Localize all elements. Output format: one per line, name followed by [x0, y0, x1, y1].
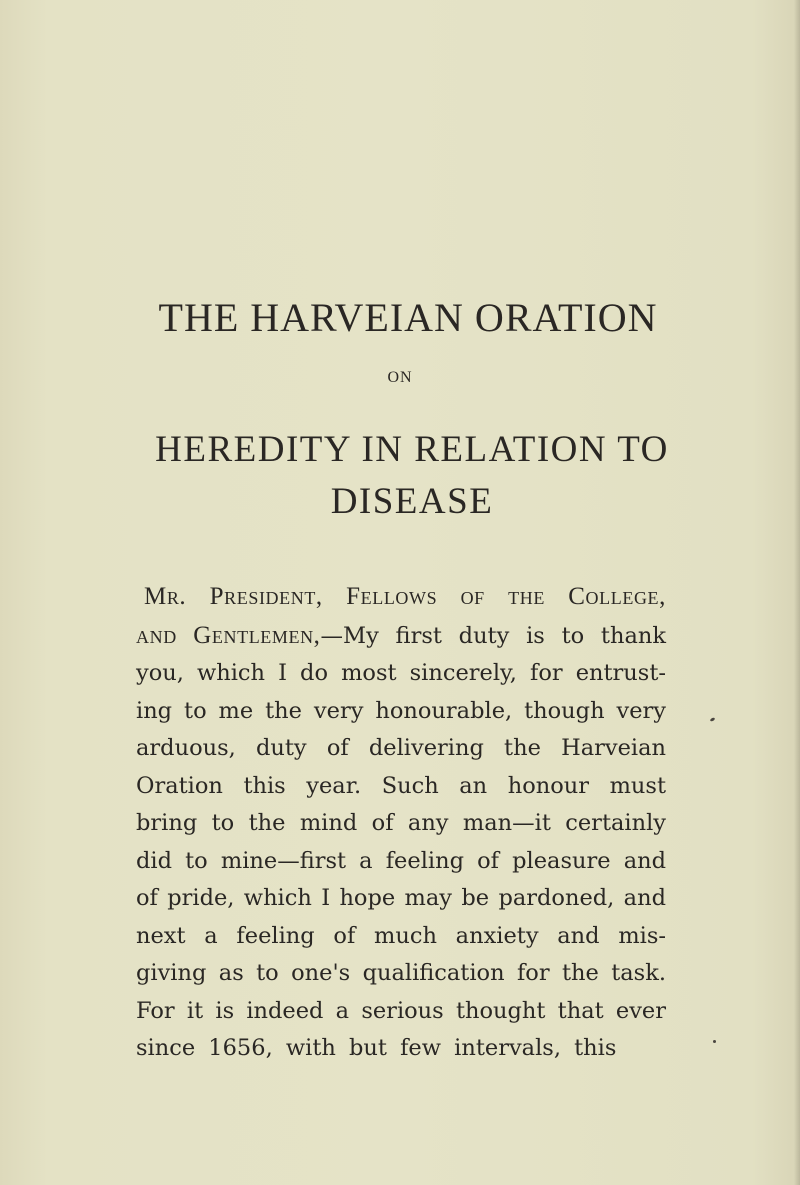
text-line-content: —My first duty is to thank	[320, 622, 666, 649]
text-line: of pride, which I hope may be pardoned, and	[136, 885, 666, 911]
text-line: you, which I do most sincerely, for entrust-	[136, 660, 666, 686]
text-line: arduous, duty of delivering the Harveian	[136, 735, 666, 761]
text-line: ing to me the very honourable, though very	[136, 697, 666, 724]
salutation-part-2: and Gentlemen,	[136, 621, 321, 649]
text-line: Oration this year. Such an honour must	[136, 772, 666, 799]
title-connector: ON	[387, 369, 413, 386]
oration-body	[136, 578, 666, 1068]
text-line	[136, 617, 666, 656]
salutation-part-1: Mr. President, Fellows of the College,	[144, 583, 666, 610]
text-line: For it is indeed a serious thought that ever	[136, 997, 666, 1024]
ink-speck	[713, 1040, 716, 1043]
text-line: since 1656, with but few intervals, this	[136, 1035, 617, 1061]
page-edge-shadow	[794, 0, 800, 1185]
text-line: giving as to one's qualification for the task.	[136, 960, 666, 986]
text-line: did to mine—first a feeling of pleasure and	[136, 847, 666, 874]
ink-speck	[710, 717, 716, 722]
subtitle-line-1: HEREDITY IN RELATION TO	[155, 429, 669, 470]
text-line: next a feeling of much anxiety and mis-	[136, 922, 666, 949]
text-line: bring to the mind of any man—it certainly	[136, 810, 666, 836]
oration-subtitle	[0, 424, 800, 528]
subtitle-line-2: DISEASE	[330, 481, 494, 522]
text-line	[136, 578, 666, 617]
oration-title: THE HARVEIAN ORATION	[158, 295, 658, 340]
